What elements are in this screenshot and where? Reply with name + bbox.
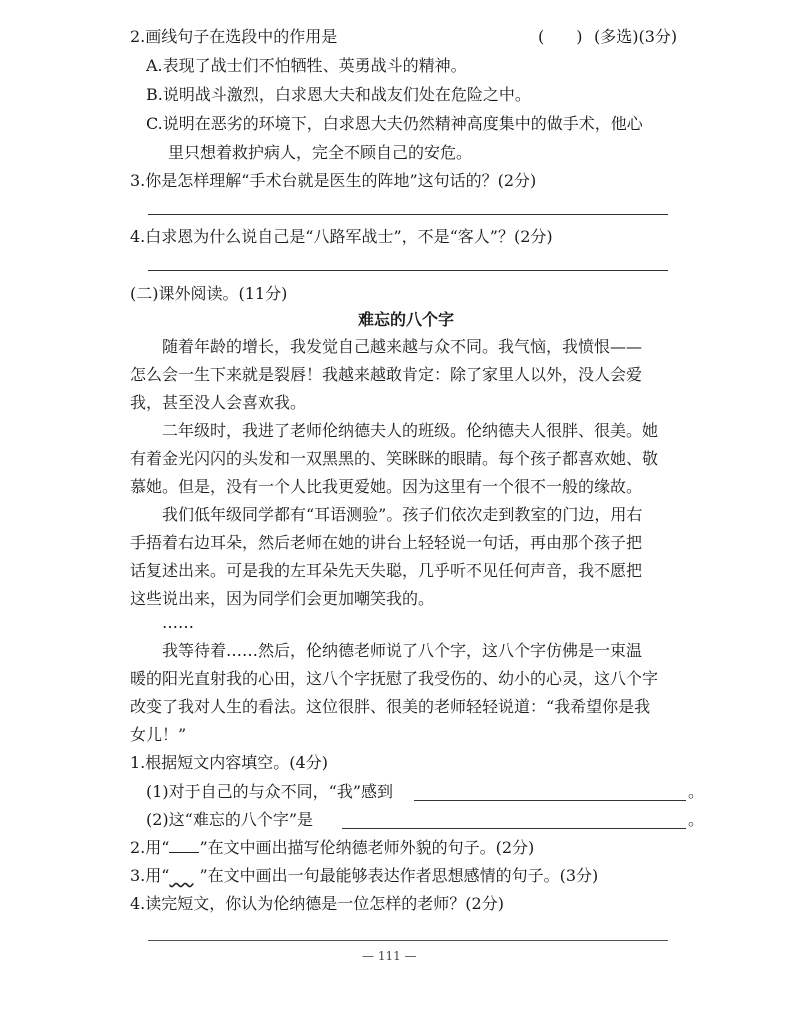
page-number: — 111 — xyxy=(362,949,417,963)
option-c-cont: 里只想着救护病人，完全不顾自己的安危。 xyxy=(168,143,473,162)
passage-title: 难忘的八个字 xyxy=(358,310,455,329)
option-b[interactable]: B.说明战斗激烈，白求恩大夫和战友们处在危险之中。 xyxy=(146,85,531,104)
option-c[interactable]: C.说明在恶劣的环境下，白求恩大夫仍然精神高度集中的做手术，他心 xyxy=(146,114,643,133)
section-heading: (二)课外阅读。(11分) xyxy=(130,284,288,303)
answer-line-3[interactable] xyxy=(148,214,668,215)
q3-post: ”在文中画出一句最能够表达作者思想感情的句子。(3分) xyxy=(199,866,599,885)
option-a[interactable]: A.表现了战士们不怕牺牲、英勇战斗的精神。 xyxy=(146,56,467,75)
passage-line: 女儿！” xyxy=(130,725,187,744)
q2-pre: 2.用“ xyxy=(130,838,170,857)
passage-line: 二年级时，我进了老师伦纳德夫人的班级。伦纳德夫人很胖、很美。她 xyxy=(162,421,659,440)
passage-line: 有着金光闪闪的头发和一双黑黑的、笑眯眯的眼睛。每个孩子都喜欢她、敬 xyxy=(130,449,659,468)
passage-line: 手捂着右边耳朵，然后老师在她的讲台上轻轻说一句话，再由那个孩子把 xyxy=(130,533,643,552)
passage-question-2 xyxy=(130,837,534,859)
footer-rule xyxy=(148,940,668,941)
passage-line: 怎么会一生下来就是裂唇！我越来越敢肯定：除了家里人以外，没人会爱 xyxy=(130,365,643,384)
fill-blank-2[interactable] xyxy=(342,828,686,829)
passage-line: 慕她。但是，没有一个人比我更爱她。因为这里有一个很不一般的缘故。 xyxy=(130,477,643,496)
question-3: 3.你是怎样理解“手术台就是医生的阵地”这句话的？(2分) xyxy=(130,171,537,190)
ellipsis: …… xyxy=(162,613,194,632)
passage-question-3 xyxy=(130,865,598,887)
answer-paren[interactable]: ( ) xyxy=(538,27,583,46)
passage-line: 我，甚至没人会喜欢我。 xyxy=(130,393,307,412)
question-1-a: (1)对于自己的与众不同，“我”感到 xyxy=(146,782,394,801)
fill-blank-1[interactable] xyxy=(414,800,686,801)
end-mark: 。 xyxy=(688,782,705,801)
passage-question-4: 4.读完短文，你认为伦纳德是一位怎样的老师？(2分) xyxy=(130,894,504,913)
passage-line: 我等待着……然后，伦纳德老师说了八个字，这八个字仿佛是一束温 xyxy=(162,641,643,660)
wavy-underline-mark xyxy=(169,865,199,877)
q2-post: ”在文中画出描写伦纳德老师外貌的句子。(2分) xyxy=(199,838,535,857)
question-2: 2.画线句子在选段中的作用是 xyxy=(130,27,338,46)
passage-line: 改变了我对人生的看法。这位很胖、很美的老师轻轻说道：“我希望你是我 xyxy=(130,697,651,716)
answer-line-4[interactable] xyxy=(148,270,668,271)
question-1-b: (2)这“难忘的八个字”是 xyxy=(146,810,314,829)
question-2-tag: (多选)(3分) xyxy=(594,27,678,46)
passage-line: 随着年龄的增长，我发觉自己越来越与众不同。我气恼，我愤恨—— xyxy=(162,337,643,356)
straight-underline-mark xyxy=(169,840,199,853)
q3-pre: 3.用“ xyxy=(130,866,170,885)
passage-line: 话复述出来。可是我的左耳朵先天失聪，几乎听不见任何声音，我不愿把 xyxy=(130,561,643,580)
passage-question-1: 1.根据短文内容填空。(4分) xyxy=(130,753,328,772)
end-mark: 。 xyxy=(688,810,705,829)
passage-line: 这些说出来，因为同学们会更加嘲笑我的。 xyxy=(130,589,435,608)
question-4: 4.白求恩为什么说自己是“八路军战士”，不是“客人”？(2分) xyxy=(130,227,553,246)
passage-line: 暖的阳光直射我的心田，这八个字抚慰了我受伤的、幼小的心灵，这八个字 xyxy=(130,669,659,688)
passage-line: 我们低年级同学都有“耳语测验”。孩子们依次走到教室的门边，用右 xyxy=(162,505,643,524)
